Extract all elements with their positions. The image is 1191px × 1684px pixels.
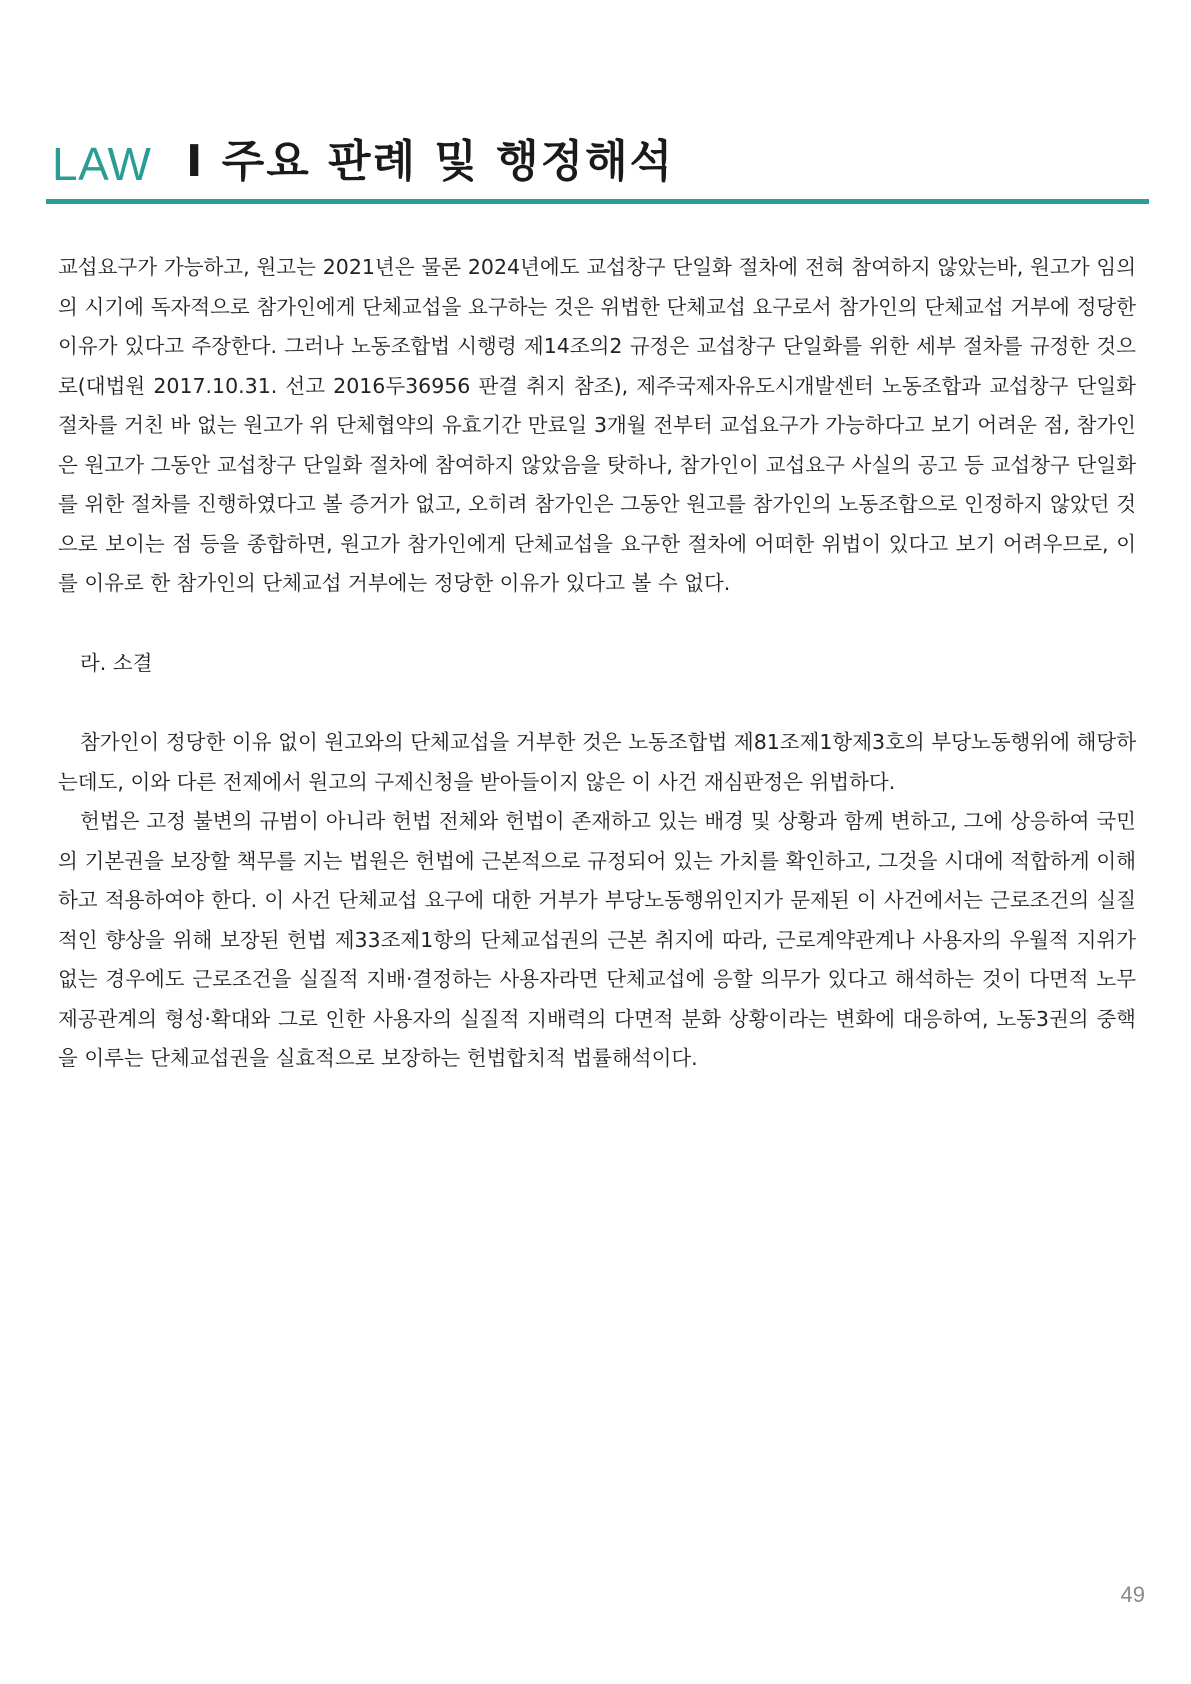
body-paragraph-3: 헌법은 고정 불변의 규범이 아니라 헌법 전체와 헌법이 존재하고 있는 배경 및 상황과 함께 변하고, 그에 상응하여 국민의 기본권을 보장할 책무를 지는 법원은 헌법에 근본적으로 규정되어 있는 가치를 확인하고, 그것을 시대에 적합하게 이해하고 적용하여야 한다. 이 사건 단체교섭 요구에 대한 거부가 부당노동행위인지가 문제된 이 사건에서는 근로조건의 실질적인 향상을 위해 보장된 헌법 제33조제1항의 단체교섭권의 근본 취지에 따라, 근로계약관계나 사용자의 우월적 지위가 없는 경우에도 근로조건을 실질적 지배·결정하는 사용자라면 단체교섭에 응할 의무가 있다고 해석하는 것이 다면적 노무제공관계의 형성·확대와 그로 인한 사용자의 실질적 지배력의 다면적 분화 상황이라는 변화에 대응하여, 노동3권의 중핵을 이루는 단체교섭권을 실효적으로 보장하는 헌법합치적 법률해석이다. <box>58 809 1136 1070</box>
page-header <box>46 128 1146 198</box>
section-subheading: 라. 소결 <box>80 650 153 675</box>
section-label: LAW <box>52 138 152 190</box>
page-number: 49 <box>1120 1582 1145 1607</box>
page-title: Ⅰ 주요 판례 및 행정해석 <box>186 136 675 187</box>
body-paragraph-2: 참가인이 정당한 이유 없이 원고와의 단체교섭을 거부한 것은 노동조합법 제81조제1항제3호의 부당노동행위에 해당하는데도, 이와 다른 전제에서 원고의 구제신청을 받아들이지 않은 이 사건 재심판정은 위법하다. <box>58 730 1136 794</box>
header-divider <box>46 199 1149 204</box>
document-body <box>58 248 1136 1079</box>
body-paragraph-1: 교섭요구가 가능하고, 원고는 2021년은 물론 2024년에도 교섭창구 단일화 절차에 전혀 참여하지 않았는바, 원고가 임의의 시기에 독자적으로 참가인에게 단체교섭을 요구하는 것은 위법한 단체교섭 요구로서 참가인의 단체교섭 거부에 정당한 이유가 있다고 주장한다. 그러나 노동조합법 시행령 제14조의2 규정은 교섭창구 단일화를 위한 세부 절차를 규정한 것으로(대법원 2017.10.31. 선고 2016두36956 판결 취지 참조), 제주국제자유도시개발센터 노동조합과 교섭창구 단일화 절차를 거친 바 없는 원고가 위 단체협약의 유효기간 만료일 3개월 전부터 교섭요구가 가능하다고 보기 어려운 점, 참가인은 원고가 그동안 교섭창구 단일화 절차에 참여하지 않았음을 탓하나, 참가인이 교섭요구 사실의 공고 등 교섭창구 단일화를 위한 절차를 진행하였다고 볼 증거가 없고, 오히려 참가인은 그동안 원고를 참가인의 노동조합으로 인정하지 않았던 것으로 보이는 점 등을 종합하면, 원고가 참가인에게 단체교섭을 요구한 절차에 어떠한 위법이 있다고 보기 어려우므로, 이를 이유로 한 참가인의 단체교섭 거부에는 정당한 이유가 있다고 볼 수 없다. <box>58 255 1136 595</box>
